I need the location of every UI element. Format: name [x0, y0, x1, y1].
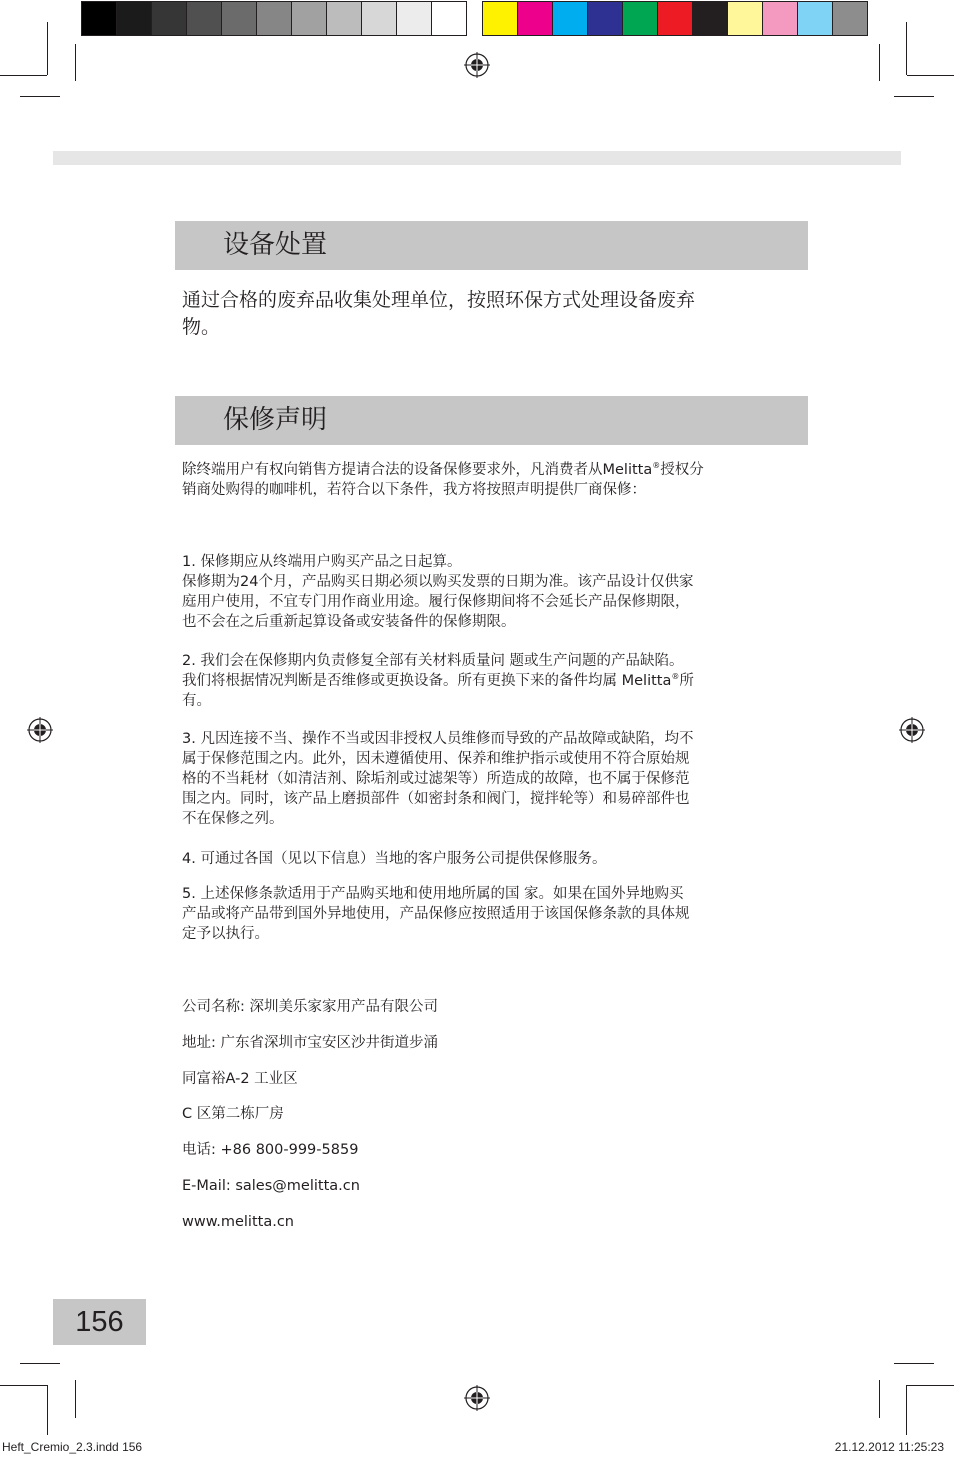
address-line-2: 同富裕A-2 工业区	[182, 1071, 298, 1087]
slug-timestamp: 21.12.2012 11:25:23	[834, 1440, 944, 1454]
item-line: 保修期为24个月，产品购买日期必须以购买发票的日期为准。该产品设计仅供家	[182, 574, 694, 590]
color-swatch	[116, 2, 151, 35]
item-line: 我们将根据情况判断是否维修或更换设备。所有更换下来的备件均属 Melitta	[182, 673, 672, 689]
crop-mark	[0, 75, 47, 76]
disposal-text-line: 物。	[182, 316, 221, 338]
color-swatch	[396, 2, 431, 35]
header-band	[53, 151, 901, 165]
email-address: E-Mail: sales@melitta.cn	[182, 1178, 360, 1194]
crop-mark	[879, 1380, 880, 1418]
grayscale-color-bar	[81, 1, 467, 36]
warranty-item-5	[182, 884, 808, 944]
crop-mark	[20, 96, 60, 97]
registration-mark-icon	[464, 1385, 490, 1411]
disposal-text-line: 通过合格的废弃品收集处理单位，按照环保方式处理设备废弃	[182, 289, 696, 311]
crop-mark	[47, 22, 48, 75]
warranty-item-4	[182, 849, 808, 869]
warranty-item-3	[182, 729, 808, 829]
color-swatch	[622, 2, 657, 35]
registered-mark: ®	[652, 461, 661, 471]
crop-mark	[906, 1385, 907, 1435]
crop-mark	[75, 44, 76, 81]
website-link[interactable]: www.melitta.cn	[182, 1214, 294, 1230]
process-color-bar	[482, 1, 868, 36]
disposal-text	[182, 287, 695, 341]
crop-mark	[894, 1363, 934, 1364]
section-heading-warranty: 保修声明	[175, 396, 808, 445]
crop-mark	[906, 22, 907, 75]
section-heading-disposal: 设备处置	[175, 221, 808, 270]
crop-mark	[879, 44, 880, 81]
color-swatch	[657, 2, 692, 35]
item-line: 1. 保修期应从终端用户购买产品之日起算。	[182, 554, 462, 570]
color-swatch	[291, 2, 326, 35]
color-swatch	[692, 2, 727, 35]
item-line: 5. 上述保修条款适用于产品购买地和使用地所属的国 家。如果在国外异地购买	[182, 886, 684, 902]
color-swatch	[221, 2, 256, 35]
color-swatch	[552, 2, 587, 35]
item-line: 庭用户使用，不宜专门用作商业用途。履行保修期间将不会延长产品保修期限，	[182, 594, 690, 610]
registration-mark-icon	[27, 717, 53, 743]
item-line: 不在保修之列。	[182, 811, 284, 827]
warranty-item-2	[182, 651, 808, 711]
crop-mark	[907, 1385, 954, 1386]
address-line-3: C 区第二栋厂房	[182, 1106, 284, 1122]
item-line: 有。	[182, 693, 211, 709]
item-line: 产品或将产品带到国外异地使用，产品保修应按照适用于该国保修条款的具体规	[182, 906, 690, 922]
crop-mark	[75, 1380, 76, 1418]
intro-line: 除终端用户有权向销售方提请合法的设备保修要求外，凡消费者从Melitta	[182, 462, 653, 478]
warranty-item-1	[182, 552, 808, 632]
crop-mark	[907, 75, 954, 76]
item-line: 3. 凡因连接不当、操作不当或因非授权人员维修而导致的产品故障或缺陷，均不	[182, 731, 694, 747]
color-swatch	[727, 2, 762, 35]
warranty-intro	[182, 460, 808, 500]
item-line: 所	[679, 673, 694, 689]
slug-filename: Heft_Cremio_2.3.indd 156	[2, 1440, 143, 1454]
intro-line: 授权分	[660, 462, 704, 478]
registration-mark-icon	[899, 717, 925, 743]
page-number: 156	[53, 1299, 146, 1345]
color-swatch	[832, 2, 867, 35]
crop-mark	[0, 1385, 47, 1386]
color-swatch	[431, 2, 466, 35]
item-line: 围之内。同时，该产品上磨损部件（如密封条和阀门，搅拌轮等）和易碎部件也	[182, 791, 690, 807]
item-line: 4. 可通过各国（见以下信息）当地的客户服务公司提供保修服务。	[182, 851, 607, 867]
item-line: 定予以执行。	[182, 926, 269, 942]
item-line: 属于保修范围之内。此外，因未遵循使用、保养和维护指示或使用不符合原始规	[182, 751, 690, 767]
registered-mark: ®	[671, 672, 680, 682]
color-swatch	[797, 2, 832, 35]
color-swatch	[186, 2, 221, 35]
color-swatch	[82, 2, 116, 35]
crop-mark	[47, 1385, 48, 1435]
company-name: 公司名称: 深圳美乐家家用产品有限公司	[182, 999, 438, 1015]
item-line: 也不会在之后重新起算设备或安装备件的保修期限。	[182, 614, 516, 630]
color-swatch	[326, 2, 361, 35]
crop-mark	[894, 96, 934, 97]
phone-number: 电话: +86 800-999-5859	[182, 1142, 359, 1158]
crop-mark	[20, 1363, 60, 1364]
color-swatch	[517, 2, 552, 35]
color-swatch	[762, 2, 797, 35]
registration-mark-icon	[464, 52, 490, 78]
item-line: 格的不当耗材（如清洁剂、除垢剂或过滤架等）所造成的故障，也不属于保修范	[182, 771, 690, 787]
address-line-1: 地址: 广东省深圳市宝安区沙井街道步涌	[182, 1035, 438, 1051]
item-line: 2. 我们会在保修期内负责修复全部有关材料质量问 题或生产问题的产品缺陷。	[182, 653, 684, 669]
color-swatch	[361, 2, 396, 35]
intro-line: 销商处购得的咖啡机，若符合以下条件，我方将按照声明提供厂商保修：	[182, 482, 646, 498]
color-swatch	[587, 2, 622, 35]
color-swatch	[483, 2, 517, 35]
color-swatch	[256, 2, 291, 35]
color-swatch	[151, 2, 186, 35]
